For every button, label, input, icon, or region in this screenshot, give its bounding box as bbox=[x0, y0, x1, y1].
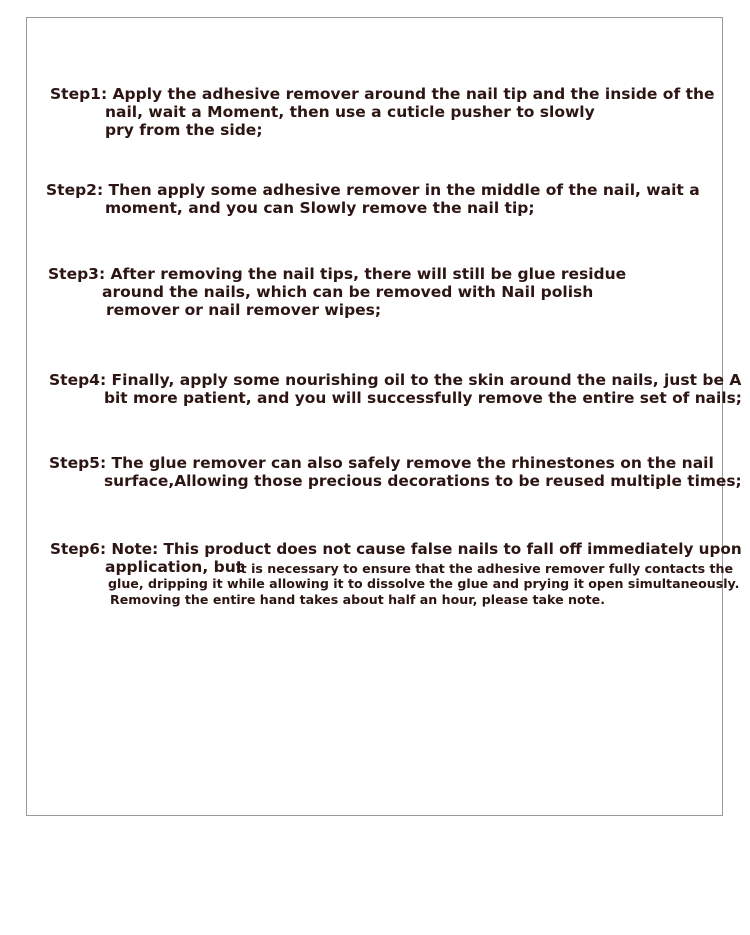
step6-line-2: application, but bbox=[105, 558, 244, 576]
step6-line-4: Removing the entire hand takes about half an hour, please take note. bbox=[110, 592, 605, 607]
step3-line-1: Step3: After removing the nail tips, there will still be glue residue bbox=[48, 265, 627, 283]
step4-line-1: Step4: Finally, apply some nourishing oil to the skin around the nails, just be A bbox=[49, 371, 742, 389]
step2-line-1: Step2: Then apply some adhesive remover in the middle of the nail, wait a bbox=[46, 181, 700, 199]
step2-line-2: moment, and you can Slowly remove the nail tip; bbox=[105, 199, 535, 217]
step3-line-3: remover or nail remover wipes; bbox=[106, 301, 382, 319]
step6-line-2-continued: It is necessary to ensure that the adhesive remover fully contacts the bbox=[236, 561, 734, 576]
step4-line-2: bit more patient, and you will successfully remove the entire set of nails; bbox=[104, 389, 742, 407]
step1-line-3: pry from the side; bbox=[105, 121, 263, 139]
step6-line-1: Step6: Note: This product does not cause false nails to fall off immediately upon bbox=[50, 540, 742, 558]
step1-line-1: Step1: Apply the adhesive remover around the nail tip and the inside of the bbox=[50, 85, 715, 103]
step3-line-2: around the nails, which can be removed with Nail polish bbox=[102, 283, 594, 301]
step1-line-2: nail, wait a Moment, then use a cuticle pusher to slowly bbox=[105, 103, 595, 121]
step5-line-2: surface,Allowing those precious decorations to be reused multiple times; bbox=[104, 472, 742, 490]
step5-line-1: Step5: The glue remover can also safely remove the rhinestones on the nail bbox=[49, 454, 714, 472]
step6-line-3: glue, dripping it while allowing it to dissolve the glue and prying it open simultaneously. bbox=[108, 576, 740, 591]
